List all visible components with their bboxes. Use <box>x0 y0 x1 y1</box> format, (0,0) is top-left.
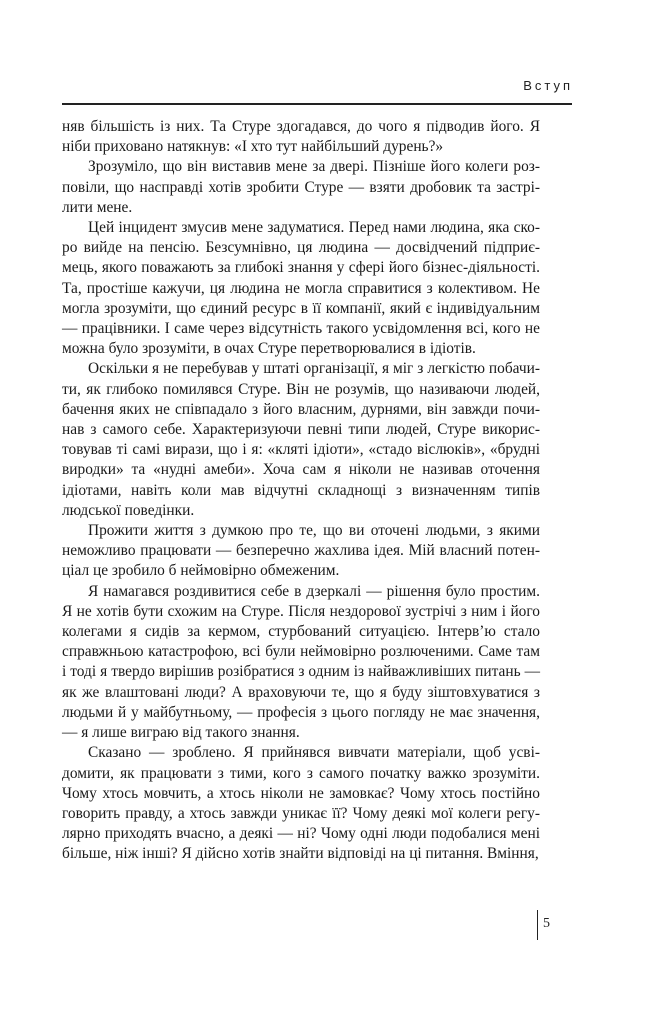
paragraph-3: Цей інцидент змусив мене задуматися. Перед нами людина, яка скоро вийде на пенсію. Безсумнівно, ця людина — досвідчений підприємець, якого поважають за глибокі знання у сфері його бізнес-діяльності. Та, простіше кажучи, ця людина не могла справитися з колективом. Не могла зрозуміти, що єдиний ресурс в її компанії, який є індивідуальним — працівники. І саме через відсутність такого усвідомлення всі, кого не можна було зрозуміти, в очах Стуре перетворювалися в ідіотів. <box>62 219 540 358</box>
paragraph-6: Я намагався роздивитися себе в дзеркалі — рішення було простим. Я не хотів бути схожим на Стуре. Після нездорової зустрічі з ним і його колегами я сидів за кермом, стурбований ситуацією. Інтерв’ю стало справжньою катастрофою, всі були неймовірно розлюченими. Саме там і тоді я твердо вирішив розібратися з одним із найважливіших питань — як же влаштовані люди? А враховуючи те, що я буду зіштовхуватися з людьми й у майбутньому, — професія з цього погляду не має значення, — я лише виграю від такого знання. <box>62 582 540 742</box>
body-text <box>62 117 540 865</box>
header-rule <box>62 103 572 105</box>
paragraph-5: Прожити життя з думкою про те, що ви оточені людьми, з якими неможливо працювати — безперечно жахлива ідея. Мій власний потенціал це зробило б неймовірно обмеженим. <box>62 522 540 580</box>
paragraph-7: Сказано — зроблено. Я прийнявся вивчати матеріали, щоб усвідомити, як працювати з тими, кого з самого початку важко зрозуміти. Чому хтось мовчить, а хтось ніколи не замовкає? Чому хтось постійно говорить правду, а хтось завжди уникає її? Чому деякі мої колеги регулярно приходять вчасно, а деякі — ні? Чому одні люди подобалися мені більше, ніж інші? Я дійсно хотів знайти відповіді на ці питання. Вміння, <box>62 744 540 863</box>
paragraph-1: няв більшість із них. Та Стуре здогадався, до чого я підводив його. Я ніби приховано натякнув: «І хто тут найбільший дурень?» <box>62 118 540 156</box>
page-number: 5 <box>543 916 550 931</box>
paragraph-4: Оскільки я не перебував у штаті організації, я міг з легкістю побачити, як глибоко помилявся Стуре. Він не розумів, що називаючи людей, бачення яких не співпадало з його власним, дурнями, він завжди починав з самого себе. Характеризуючи певні типи людей, Стуре використовував ті самі вирази, що і я: «кляті ідіоти», «стадо віслюків», «брудні виродки» та «нудні амеби». Хоча сам я ніколи не називав оточення ідіотами, навіть коли мав відчутні складнощі з визначенням типів людської поведінки. <box>62 360 540 519</box>
running-head-title: Вступ <box>523 78 573 93</box>
paragraph-2: Зрозуміло, що він виставив мене за двері. Пізніше його колеги розповіли, що насправді хотів зробити Стуре — взяти дробовик та застрілити мене. <box>62 158 540 216</box>
folio-rule <box>537 910 538 940</box>
